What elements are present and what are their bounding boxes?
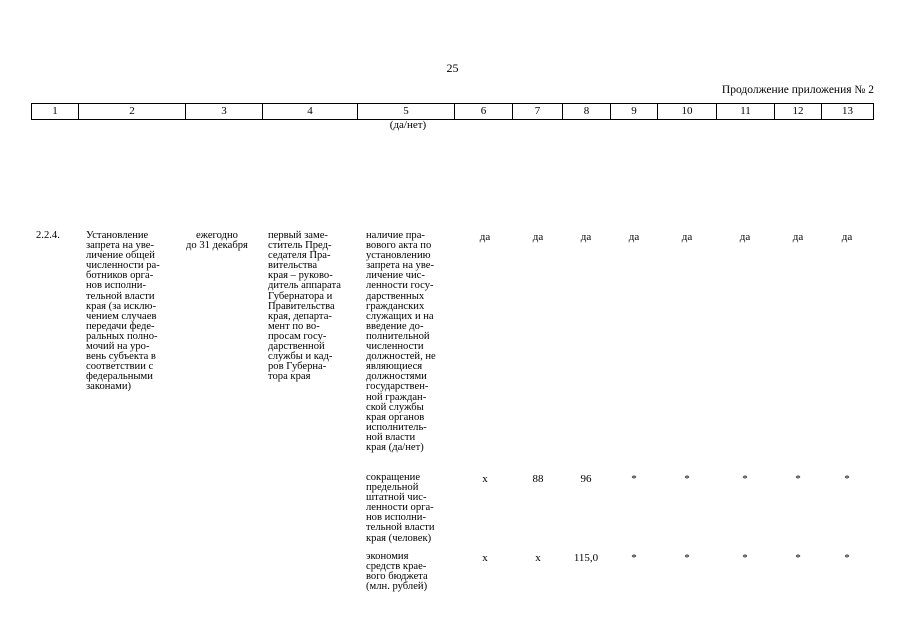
indicator-value: да bbox=[841, 231, 853, 243]
indicator-value: 88 bbox=[532, 473, 544, 485]
indicator-value: * bbox=[631, 552, 637, 564]
indicator-value: х bbox=[482, 473, 488, 485]
column-5-unit-note: (да/нет) bbox=[389, 119, 427, 131]
indicator-value: * bbox=[795, 473, 801, 485]
indicator-value: 96 bbox=[580, 473, 592, 485]
indicator-value: * bbox=[844, 552, 850, 564]
measure-description: Установление запрета на уве- личение общей численности ра- ботников орга- нов исполни- тельной власти края (за исклю- чением случаев передачи феде- ральных полно- мочий на уро- вень субъекта в соответствии с федеральными законами) bbox=[86, 230, 160, 393]
column-number-header bbox=[31, 103, 874, 120]
column-number-cell: 4 bbox=[263, 104, 358, 120]
column-number-cell: 7 bbox=[513, 104, 563, 120]
column-number-cell: 2 bbox=[79, 104, 186, 120]
indicator-value: * bbox=[844, 473, 850, 485]
indicator-value: да bbox=[479, 231, 491, 243]
appendix-continuation-note: Продолжение приложения № 2 bbox=[721, 84, 874, 96]
responsible-executor: первый заме- ститель Пред- седателя Пра- вительства края – руково- дитель аппарата Губернатора и Правительства края, департа- мент по во- просам госу- дарственной службы и кад- ров Губерна- тора края bbox=[268, 230, 341, 383]
indicator-text: сокращение предельной штатной чис- ленности орга- нов исполни- тельной власти края (человек) bbox=[366, 472, 435, 544]
column-number-cell: 12 bbox=[775, 104, 822, 120]
row-number: 2.2.4. bbox=[36, 230, 60, 241]
indicator-value: * bbox=[742, 473, 748, 485]
indicator-value: * bbox=[684, 473, 690, 485]
indicator-value: * bbox=[795, 552, 801, 564]
indicator-value: х bbox=[482, 552, 488, 564]
column-number-cell: 13 bbox=[822, 104, 874, 120]
indicator-value: х bbox=[535, 552, 541, 564]
column-number-cell: 8 bbox=[563, 104, 611, 120]
execution-period: ежегодно до 31 декабря bbox=[186, 230, 248, 252]
indicator-value: да bbox=[792, 231, 804, 243]
page-number: 25 bbox=[446, 61, 459, 75]
indicator-value: * bbox=[684, 552, 690, 564]
indicator-text: наличие пра- вового акта по установлению запрета на уве- личение чис- ленности госу- дарственных гражданских служащих и на введение до- полнительной численности должностей, не являющиеся должностями государствен- ной граждан- ской службы края органов исполнитель- ной власти края (да/нет) bbox=[366, 230, 436, 453]
indicator-text: экономия средств крае- вого бюджета (млн. рублей) bbox=[366, 551, 428, 593]
indicator-value: да bbox=[739, 231, 751, 243]
column-number-cell: 3 bbox=[186, 104, 263, 120]
indicator-value: да bbox=[628, 231, 640, 243]
column-number-cell: 1 bbox=[32, 104, 79, 120]
indicator-value: * bbox=[631, 473, 637, 485]
column-number-cell: 9 bbox=[611, 104, 658, 120]
indicator-value: да bbox=[532, 231, 544, 243]
indicator-value: да bbox=[580, 231, 592, 243]
column-number-cell: 10 bbox=[658, 104, 717, 120]
column-number-cell: 5 bbox=[358, 104, 455, 120]
column-number-cell: 6 bbox=[455, 104, 513, 120]
indicator-value: * bbox=[742, 552, 748, 564]
indicator-value: да bbox=[681, 231, 693, 243]
indicator-value: 115,0 bbox=[573, 552, 599, 564]
column-number-cell: 11 bbox=[717, 104, 775, 120]
